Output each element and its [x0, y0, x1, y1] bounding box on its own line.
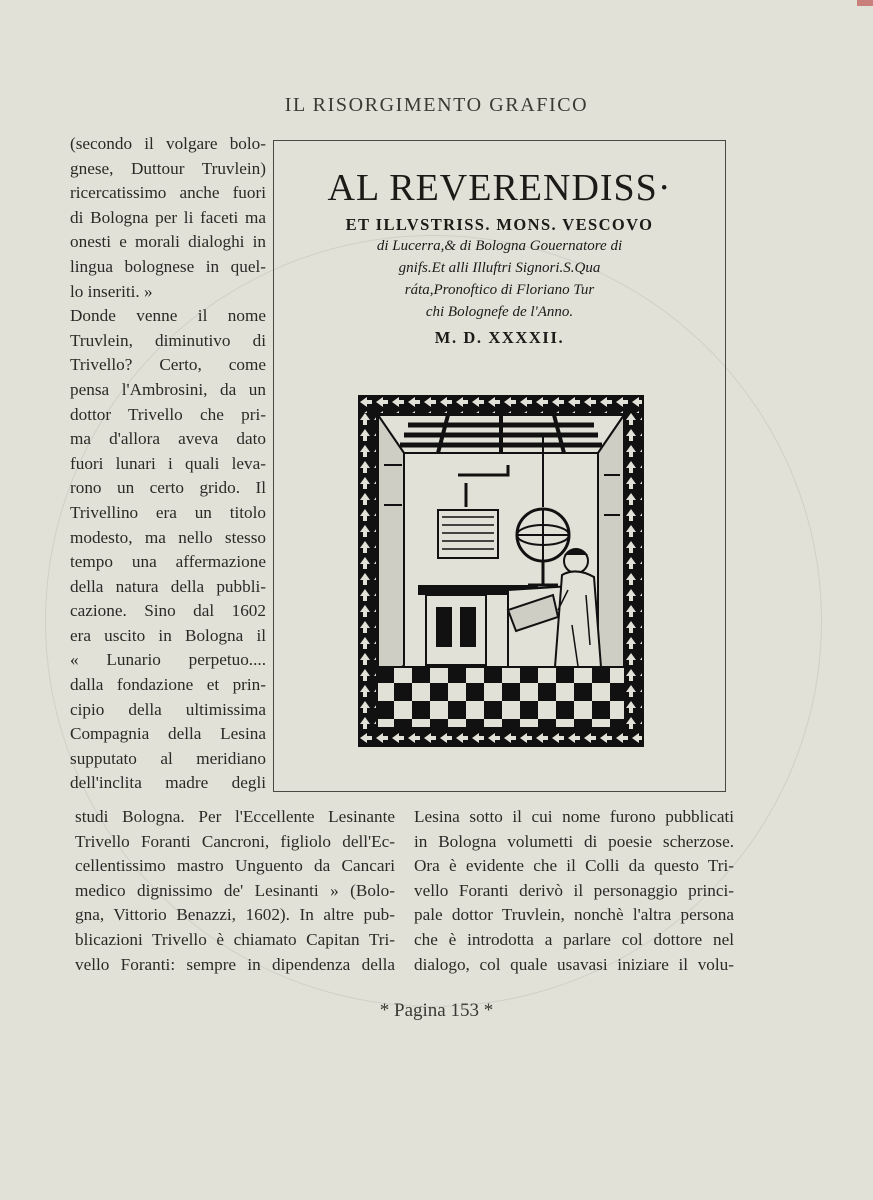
text-line: pale dottor Truvlein, nonchè l'altra persona	[414, 905, 734, 925]
text-line: lo inseriti. »	[70, 281, 153, 301]
text-line: tempo una affermazione	[70, 552, 266, 572]
woodcut-illustration	[358, 395, 644, 747]
text-line: della natura della pubbli-	[70, 576, 266, 596]
left-text-column	[70, 132, 266, 796]
text-line: ma d'allora aveva dato	[70, 429, 266, 449]
text-line: Donde venne il nome	[70, 306, 266, 326]
text-line: dalla fondazione et prin-	[70, 675, 266, 695]
text-line: « Lunario perpetuo....	[70, 650, 266, 670]
text-line: lingua bolognese in quel-	[70, 256, 266, 276]
text-line: cellentissimo mastro Unguento da Cancari	[75, 856, 395, 876]
text-line: Trivello Foranti Cancroni, figliolo dell'Ec-	[75, 831, 395, 851]
text-line: Ora è evidente che il Colli da questo Tri-	[414, 856, 734, 876]
text-line: supputato al meridiano	[70, 748, 266, 768]
text-line: onesti e morali dialoghi in	[70, 232, 266, 252]
text-line: cazione. Sino dal 1602	[70, 601, 266, 621]
text-line: vello Foranti: sempre in dipendenza della	[75, 954, 395, 974]
text-line: gnese, Duttour Truvlein)	[70, 158, 266, 178]
page-edge-mark	[857, 0, 873, 6]
text-line: Lesina sotto il cui nome furono pubblicati	[414, 807, 734, 826]
text-line: dialogo, col quale usavasi iniziare il volu-	[414, 954, 734, 974]
page-number: * Pagina 153 *	[379, 1000, 494, 1021]
text-line: cipio della ultimissima	[70, 699, 266, 719]
bottom-right-text-column	[414, 805, 734, 977]
text-line: Compagnia della Lesina	[70, 724, 266, 744]
text-line: era uscito in Bologna il	[70, 625, 266, 645]
text-line: in Bologna volumetti di poesie scherzose.	[414, 831, 734, 851]
text-line: Trivello? Certo, come	[70, 355, 266, 375]
text-line: Truvlein, diminutivo di	[70, 330, 266, 350]
title-plate-frame	[273, 140, 726, 792]
text-line: fuori lunari i quali leva-	[70, 453, 266, 473]
plate-line-6: chi Bolognefe de l'Anno.	[425, 304, 574, 320]
plate-line-4: gnifs.Et alli Illuftri Signori.S.Qua	[398, 260, 601, 276]
text-line: Trivellino era un titolo	[70, 502, 266, 522]
plate-title: AL REVERENDISS·	[327, 167, 672, 209]
text-line: blicazioni Trivello è chiamato Capitan Tri-	[75, 929, 395, 949]
text-line: pensa l'Ambrosini, da un	[70, 379, 266, 399]
text-line: ricercatissimo anche fuori	[70, 183, 266, 203]
text-line: vello Foranti derivò il personaggio princi-	[414, 880, 734, 900]
text-line: medico dignissimo de' Lesinanti » (Bolo-	[75, 880, 395, 900]
plate-line-3: di Lucerra,& di Bologna Gouernatore di	[376, 238, 623, 254]
plate-line-5: ráta,Pronoftico di Floriano Tur	[404, 282, 595, 298]
plate-line-2: ET ILLVSTRISS. MONS. VESCOVO	[345, 215, 654, 234]
bottom-left-text-column	[75, 805, 395, 977]
text-line: modesto, ma nello stesso	[70, 527, 266, 547]
text-line: dottor Trivello che pri-	[70, 404, 266, 424]
running-title: IL RISORGIMENTO GRAFICO	[284, 94, 589, 116]
text-line: gna, Vittorio Benazzi, 1602). In altre pub-	[75, 905, 395, 925]
text-line: rono un certo grido. Il	[70, 478, 266, 498]
text-line: che è introdotta a parlare col dottore nel	[414, 929, 734, 949]
text-line: (secondo il volgare bolo-	[70, 134, 266, 153]
plate-year: M. D. XXXXII.	[434, 328, 565, 347]
text-line: dell'inclita madre degli	[70, 773, 266, 793]
text-line: studi Bologna. Per l'Eccellente Lesinante	[75, 807, 395, 826]
text-line: di Bologna per li faceti ma	[70, 207, 266, 227]
